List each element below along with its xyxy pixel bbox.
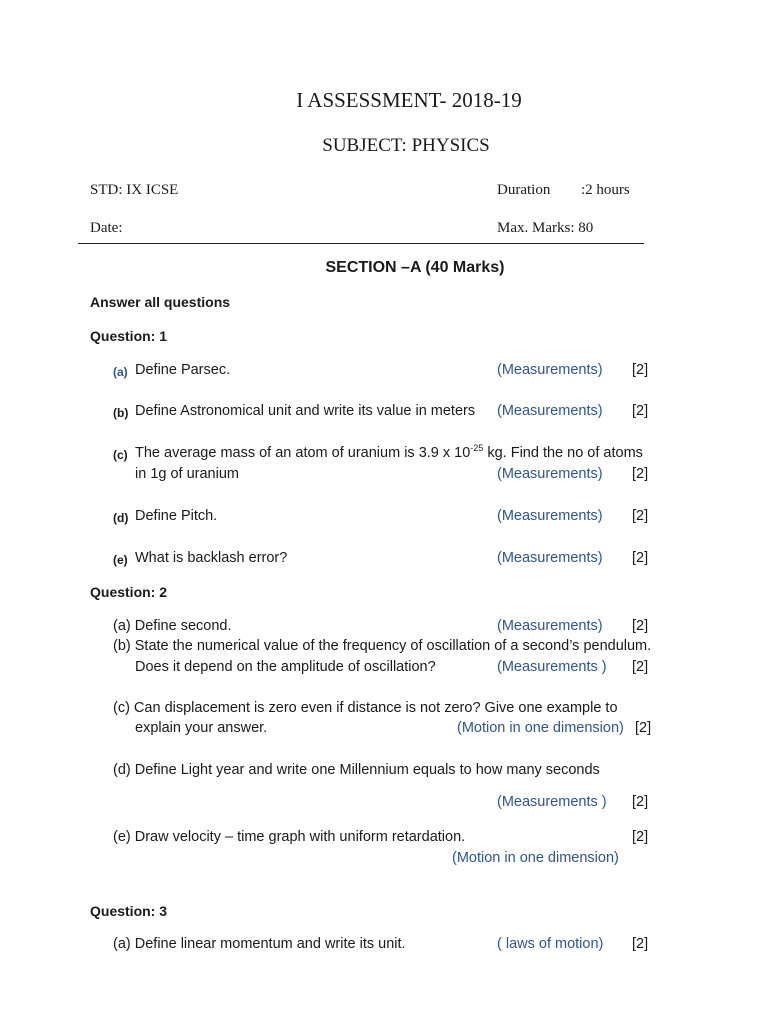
q2-c-text: (c) Can displacement is zero even if distance is not zero? Give one example to: [113, 700, 618, 716]
q1-c-topic: (Measurements): [497, 466, 603, 482]
q2-c-marks: [2]: [635, 720, 652, 736]
q2-b-marks: [2]: [632, 659, 649, 675]
q1-c-text-line2: in 1g of uranium: [135, 466, 239, 482]
date-label: Date:: [90, 220, 123, 236]
q1-b-text: Define Astronomical unit and write its value in meters: [135, 403, 476, 419]
q2-b-text-line2: Does it depend on the amplitude of oscillation?: [135, 659, 436, 675]
q2-e-marks: [2]: [632, 829, 649, 845]
q2-a-text: (a) Define second.: [113, 618, 232, 634]
q2-e-topic: (Motion in one dimension): [452, 850, 619, 866]
header-divider: [78, 243, 644, 244]
q3-a-text: (a) Define linear momentum and write its unit.: [113, 936, 406, 952]
q3-a-topic: ( laws of motion): [497, 936, 604, 952]
duration-value: :2 hours: [581, 182, 630, 198]
question-2-heading: Question: 2: [90, 584, 168, 600]
q2-d-marks: [2]: [632, 794, 649, 810]
q2-d-topic: (Measurements ): [497, 794, 607, 810]
q1-d-marks: [2]: [632, 508, 649, 524]
q1-c-text: The average mass of an atom of uranium is 3.9 x $10^{-25}$ kg. Find the no of atoms: [135, 443, 643, 461]
section-heading: SECTION –A (40 Marks): [325, 259, 505, 276]
max-marks: Max. Marks: 80: [497, 220, 594, 236]
q1-a-tag: (a): [113, 365, 128, 379]
q1-d-text: Define Pitch.: [135, 508, 218, 524]
q1-d-tag: (d): [113, 511, 129, 525]
q1-b-tag: (b): [113, 406, 129, 420]
q1-a-marks: [2]: [632, 362, 649, 378]
instruction: Answer all questions: [90, 294, 231, 310]
q2-a-marks: [2]: [632, 618, 649, 634]
q1-d-topic: (Measurements): [497, 508, 603, 524]
q1-b-topic: (Measurements): [497, 403, 603, 419]
q2-a-topic: (Measurements): [497, 618, 603, 634]
question-3-heading: Question: 3: [90, 903, 168, 919]
question-1-heading: Question: 1: [90, 328, 168, 344]
q2-c-text-line2: explain your answer.: [135, 720, 268, 736]
q2-b-text: (b) State the numerical value of the frequency of oscillation of a second’s pendulum.: [113, 638, 652, 654]
q1-c-marks: [2]: [632, 466, 649, 482]
q3-a-marks: [2]: [632, 936, 649, 952]
page-title: I ASSESSMENT- 2018-19: [296, 88, 522, 112]
q1-a-text: Define Parsec.: [135, 362, 231, 378]
q1-b-marks: [2]: [632, 403, 649, 419]
q1-e-marks: [2]: [632, 550, 649, 566]
q2-c-topic: (Motion in one dimension): [457, 720, 624, 736]
q2-b-topic: (Measurements ): [497, 659, 607, 675]
std-label: STD: IX ICSE: [90, 182, 179, 198]
q1-e-topic: (Measurements): [497, 550, 603, 566]
q1-c-tag: (c): [113, 448, 128, 462]
q1-e-text: What is backlash error?: [135, 550, 288, 566]
q1-a-topic: (Measurements): [497, 362, 603, 378]
q1-e-tag: (e): [113, 553, 128, 567]
q2-d-text: (d) Define Light year and write one Millennium equals to how many seconds: [113, 762, 600, 778]
q2-e-text: (e) Draw velocity – time graph with uniform retardation.: [113, 829, 466, 845]
subject-heading: SUBJECT: PHYSICS: [322, 135, 490, 156]
duration-label: Duration: [497, 182, 551, 198]
